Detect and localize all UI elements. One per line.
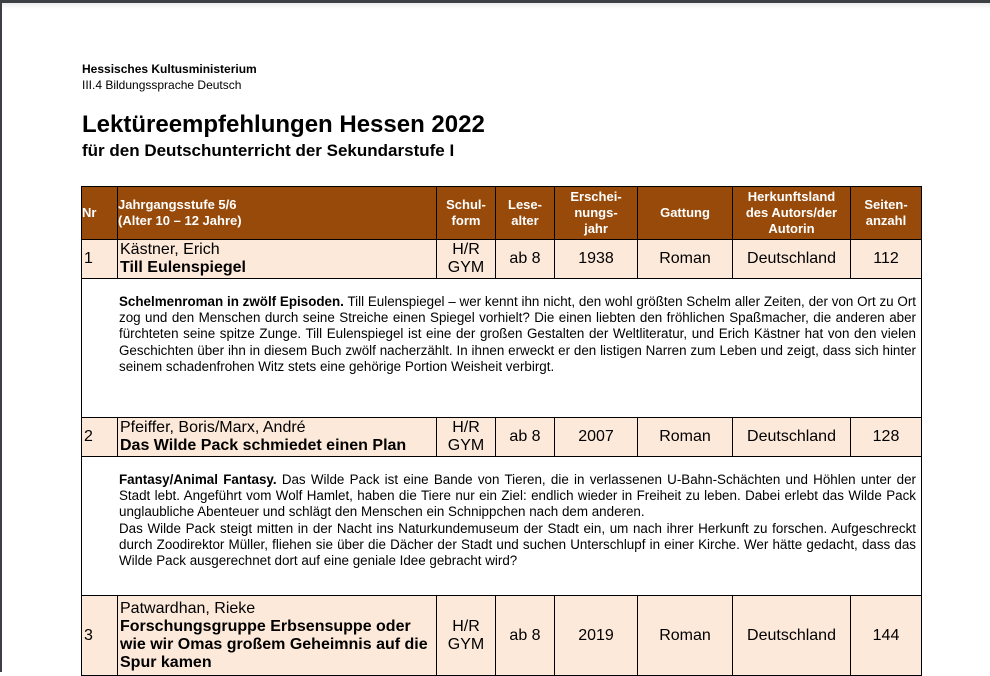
school-cell: H/R GYM xyxy=(437,418,496,457)
country: Deutschland xyxy=(733,418,851,457)
book-title: Forschungsgruppe Erbsensuppe oder wie wir Omas großem Geheimnis auf die Spur kamen xyxy=(120,617,428,671)
page-count: 144 xyxy=(851,596,922,676)
description-row xyxy=(82,279,922,418)
reading-age: ab 8 xyxy=(496,418,555,457)
col-header-genre: Gattung xyxy=(638,187,733,240)
book-title: Das Wilde Pack schmiedet einen Plan xyxy=(120,437,407,454)
document-title: Lektüreempfehlungen Hessen 2022 xyxy=(82,111,485,138)
col-header-grade: Jahrgangsstufe 5/6 (Alter 10 – 12 Jahre) xyxy=(118,187,437,240)
organization-name: Hessisches Kultusministerium xyxy=(82,62,257,76)
col-header-age: Lese- alter xyxy=(496,187,555,240)
description-lead: Fantasy/Animal Fantasy. xyxy=(119,472,277,487)
book-author: Patwardhan, Rieke xyxy=(120,599,256,617)
book-title: Till Eulenspiegel xyxy=(120,259,246,276)
page-count: 112 xyxy=(851,240,922,279)
book-author: Kästner, Erich xyxy=(120,241,220,258)
school-cell: H/R GYM xyxy=(437,240,496,279)
table-row xyxy=(82,240,922,279)
book-cell xyxy=(118,418,437,457)
document-subtitle: für den Deutschunterricht der Sekundarstufe I xyxy=(82,141,455,160)
description-lead: Schelmenroman in zwölf Episoden. xyxy=(119,294,344,309)
recommendations-table xyxy=(81,186,922,676)
description-text: Das Wilde Pack steigt mitten in der Nacht ins Naturkundemuseum der Stadt ein, um nach ihrer Herkunft zu forschen. Aufgeschreckt durch Zoodirektor Müller, fliehen sie über die Dächer der Stadt und suchen Unterschlupf in einer Kirche. Wer hätte gedacht, dass das Wilde Pack ausgerechnet dort auf eine geniale Idee gebracht wird? xyxy=(119,520,916,569)
book-description xyxy=(82,457,922,596)
col-header-year: Erschei- nungs- jahr xyxy=(555,187,638,240)
book-cell xyxy=(118,596,437,676)
row-nr: 2 xyxy=(82,418,118,457)
col-header-country: Herkunftsland des Autors/der Autorin xyxy=(733,187,851,240)
department-name: III.4 Bildungssprache Deutsch xyxy=(82,78,242,92)
description-text: Das Wilde Pack ist eine Bande von Tieren, die in verlassenen U-Bahn-Schächten und Höhlen unter der Stadt lebt. Angeführt vom Wolf Hamlet, haben die Tiere nur ein Ziel: endlich wieder in Freiheit zu leben. Dabei erlebt das Wilde Pack unglaubliche Abenteuer und schlägt den Menschen ein Schnippchen nach dem anderen. xyxy=(119,472,916,520)
genre: Roman xyxy=(638,596,733,676)
row-nr: 1 xyxy=(82,240,118,279)
table-row xyxy=(82,418,922,457)
col-header-pages: Seiten- anzahl xyxy=(851,187,922,240)
reading-age: ab 8 xyxy=(496,240,555,279)
page-count: 128 xyxy=(851,418,922,457)
description-text: Till Eulenspiegel – wer kennt ihn nicht, den wohl größten Schelm aller Zeiten, der von Ort zu Ort zog und den Menschen durch seine Streiche einen Spiegel vorhielt? Die einen liebten den fröhlichen Spaßmacher, die anderen aber fürchteten seine spitze Zunge. Till Eulenspiegel ist eine der großen Gestalten der Weltliteratur, und Erich Kästner hat von den vielen Geschichten über ihn in diesem Buch zwölf nacherzählt. In ihnen erweckt er den listigen Narren zum Leben und zeigt, dass sich hinter seinem schadenfrohen Witz stets eine gehörige Portion Weisheit verbirgt. xyxy=(119,294,916,374)
row-nr: 3 xyxy=(82,596,118,676)
page-shadow xyxy=(2,3,990,9)
school-cell: H/R GYM xyxy=(437,596,496,676)
publication-year: 1938 xyxy=(555,240,638,279)
table-header-row xyxy=(82,187,922,240)
genre: Roman xyxy=(638,418,733,457)
book-author: Pfeiffer, Boris/Marx, André xyxy=(120,419,306,436)
country: Deutschland xyxy=(733,596,851,676)
reading-age: ab 8 xyxy=(496,596,555,676)
description-row xyxy=(82,457,922,596)
col-header-school: Schul- form xyxy=(437,187,496,240)
col-header-nr: Nr xyxy=(82,187,118,240)
publication-year: 2019 xyxy=(555,596,638,676)
table-row xyxy=(82,596,922,676)
publication-year: 2007 xyxy=(555,418,638,457)
viewer-left-edge xyxy=(0,0,2,672)
country: Deutschland xyxy=(733,240,851,279)
book-cell xyxy=(118,240,437,279)
book-description xyxy=(82,279,922,418)
genre: Roman xyxy=(638,240,733,279)
